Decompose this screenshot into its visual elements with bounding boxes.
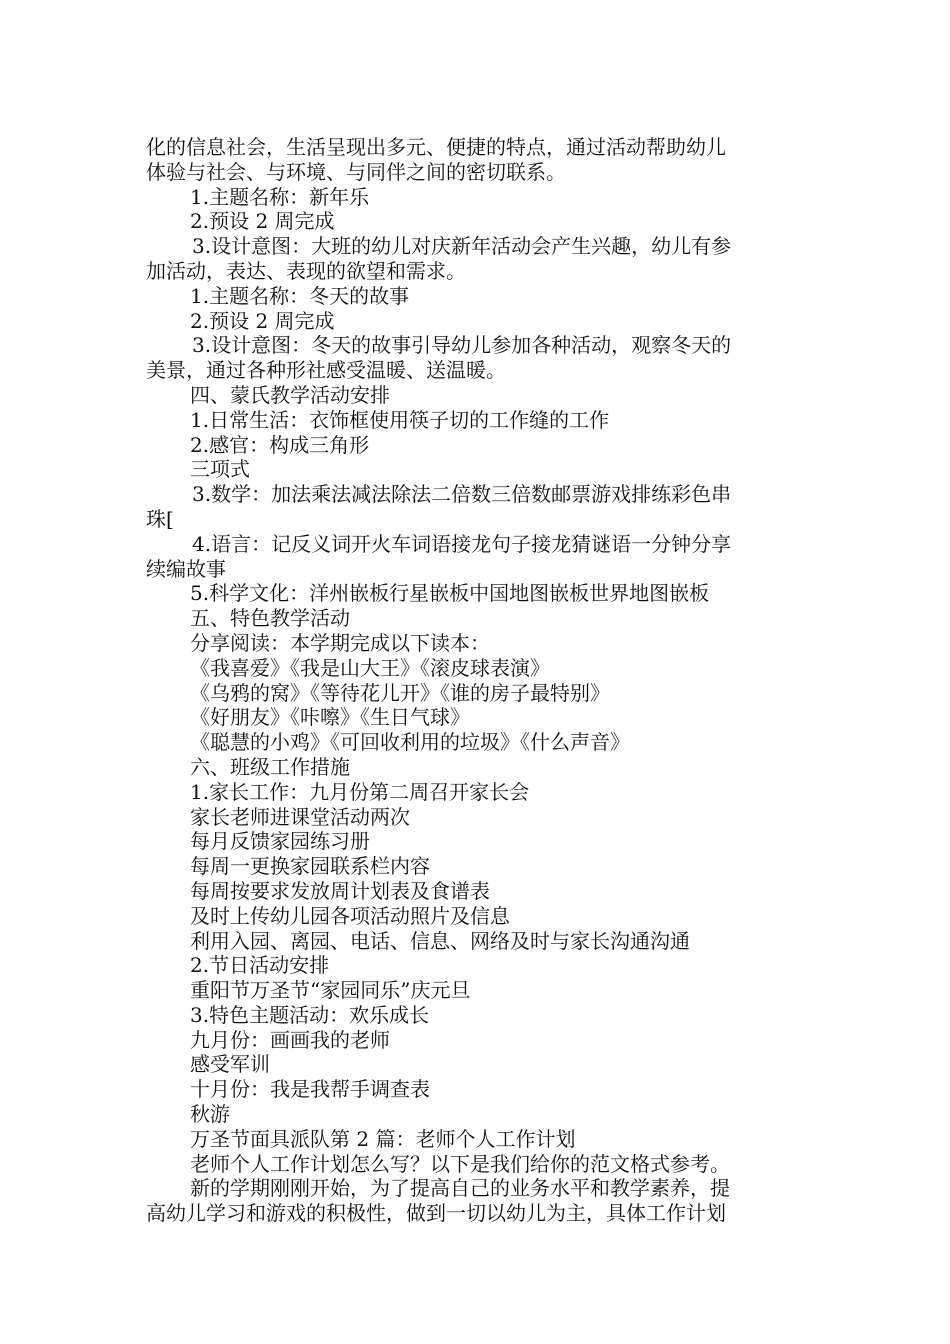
text-line: 2.预设 2 周完成 xyxy=(190,209,335,234)
text-line: 《乌鸦的窝》《等待花儿开》《谁的房子最特别》 xyxy=(190,680,610,705)
text-line: 五、特色教学活动 xyxy=(190,606,350,631)
text-line: 十月份：我是我帮手调查表 xyxy=(190,1077,430,1102)
text-line: 4.语言：记反义词开火车词语接龙句子接龙猜谜语一分钟分享 xyxy=(192,531,732,556)
text-line: 每周按要求发放周计划表及食谱表 xyxy=(190,878,490,903)
text-line: 3.设计意图：冬天的故事引导幼儿参加各种活动，观察冬天的 xyxy=(192,333,732,358)
text-line: 3.特色主题活动：欢乐成长 xyxy=(190,1002,430,1027)
text-line: 九月份：画画我的老师 xyxy=(190,1027,390,1052)
text-line: 加活动，表达、表现的欲望和需求。 xyxy=(146,258,466,283)
text-line: 珠[ xyxy=(146,506,174,531)
text-line: 每月反馈家园练习册 xyxy=(190,829,370,854)
text-line: 体验与社会、与环境、与同伴之间的密切联系。 xyxy=(146,159,566,184)
text-line: 老师个人工作计划怎么写？以下是我们给你的范文格式参考。 xyxy=(190,1151,730,1176)
text-line: 1.主题名称：冬天的故事 xyxy=(190,283,410,308)
text-line: 六、班级工作措施 xyxy=(190,754,350,779)
text-line: 感受军训 xyxy=(190,1052,270,1077)
text-line: 1.日常生活：衣饰框使用筷子切的工作缝的工作 xyxy=(190,407,610,432)
text-line: 3.设计意图：大班的幼儿对庆新年活动会产生兴趣，幼儿有参 xyxy=(192,234,732,259)
text-line: 新的学期刚刚开始，为了提高自己的业务水平和教学素养，提 xyxy=(190,1176,730,1201)
text-line: 化的信息社会，生活呈现出多元、便捷的特点，通过活动帮助幼儿 xyxy=(146,135,726,159)
text-line: 美景，通过各种形社感受温暖、送温暖。 xyxy=(146,358,506,383)
text-line: 2.感官：构成三角形 xyxy=(190,432,370,457)
document-body xyxy=(146,135,811,1226)
text-line: 重阳节万圣节“家园同乐”庆元旦 xyxy=(190,978,471,1003)
text-line: 续编故事 xyxy=(146,556,226,581)
text-line: 万圣节面具派队第 2 篇：老师个人工作计划 xyxy=(190,1126,576,1151)
text-line: 2.预设 2 周完成 xyxy=(190,308,335,333)
text-line: 1.家长工作：九月份第二周召开家长会 xyxy=(190,779,530,804)
text-line: 利用入园、离园、电话、信息、网络及时与家长沟通沟通 xyxy=(190,928,690,953)
text-line: 《聪慧的小鸡》《可回收利用的垃圾》《什么声音》 xyxy=(190,730,630,755)
text-line: 2.节日活动安排 xyxy=(190,953,330,978)
text-line: 《好朋友》《咔嚓》《生日气球》 xyxy=(190,705,470,730)
text-line: 《我喜爱》《我是山大王》《滚皮球表演》 xyxy=(190,655,550,680)
text-line: 四、蒙氏教学活动安排 xyxy=(190,382,390,407)
text-line: 高幼儿学习和游戏的积极性，做到一切以幼儿为主，具体工作计划 xyxy=(146,1201,726,1226)
text-line: 5.科学文化：洋州嵌板行星嵌板中国地图嵌板世界地图嵌板 xyxy=(190,581,710,606)
text-line: 秋游 xyxy=(190,1102,230,1127)
text-line: 及时上传幼儿园各项活动照片及信息 xyxy=(190,903,510,928)
text-line: 1.主题名称：新年乐 xyxy=(190,184,370,209)
text-line: 每周一更换家园联系栏内容 xyxy=(190,854,430,879)
text-line: 三项式 xyxy=(190,457,250,482)
text-line: 3.数学：加法乘法减法除法二倍数三倍数邮票游戏排练彩色串 xyxy=(192,482,732,507)
text-line: 分享阅读：本学期完成以下读本： xyxy=(190,630,490,655)
text-line: 家长老师进课堂活动两次 xyxy=(190,804,410,829)
